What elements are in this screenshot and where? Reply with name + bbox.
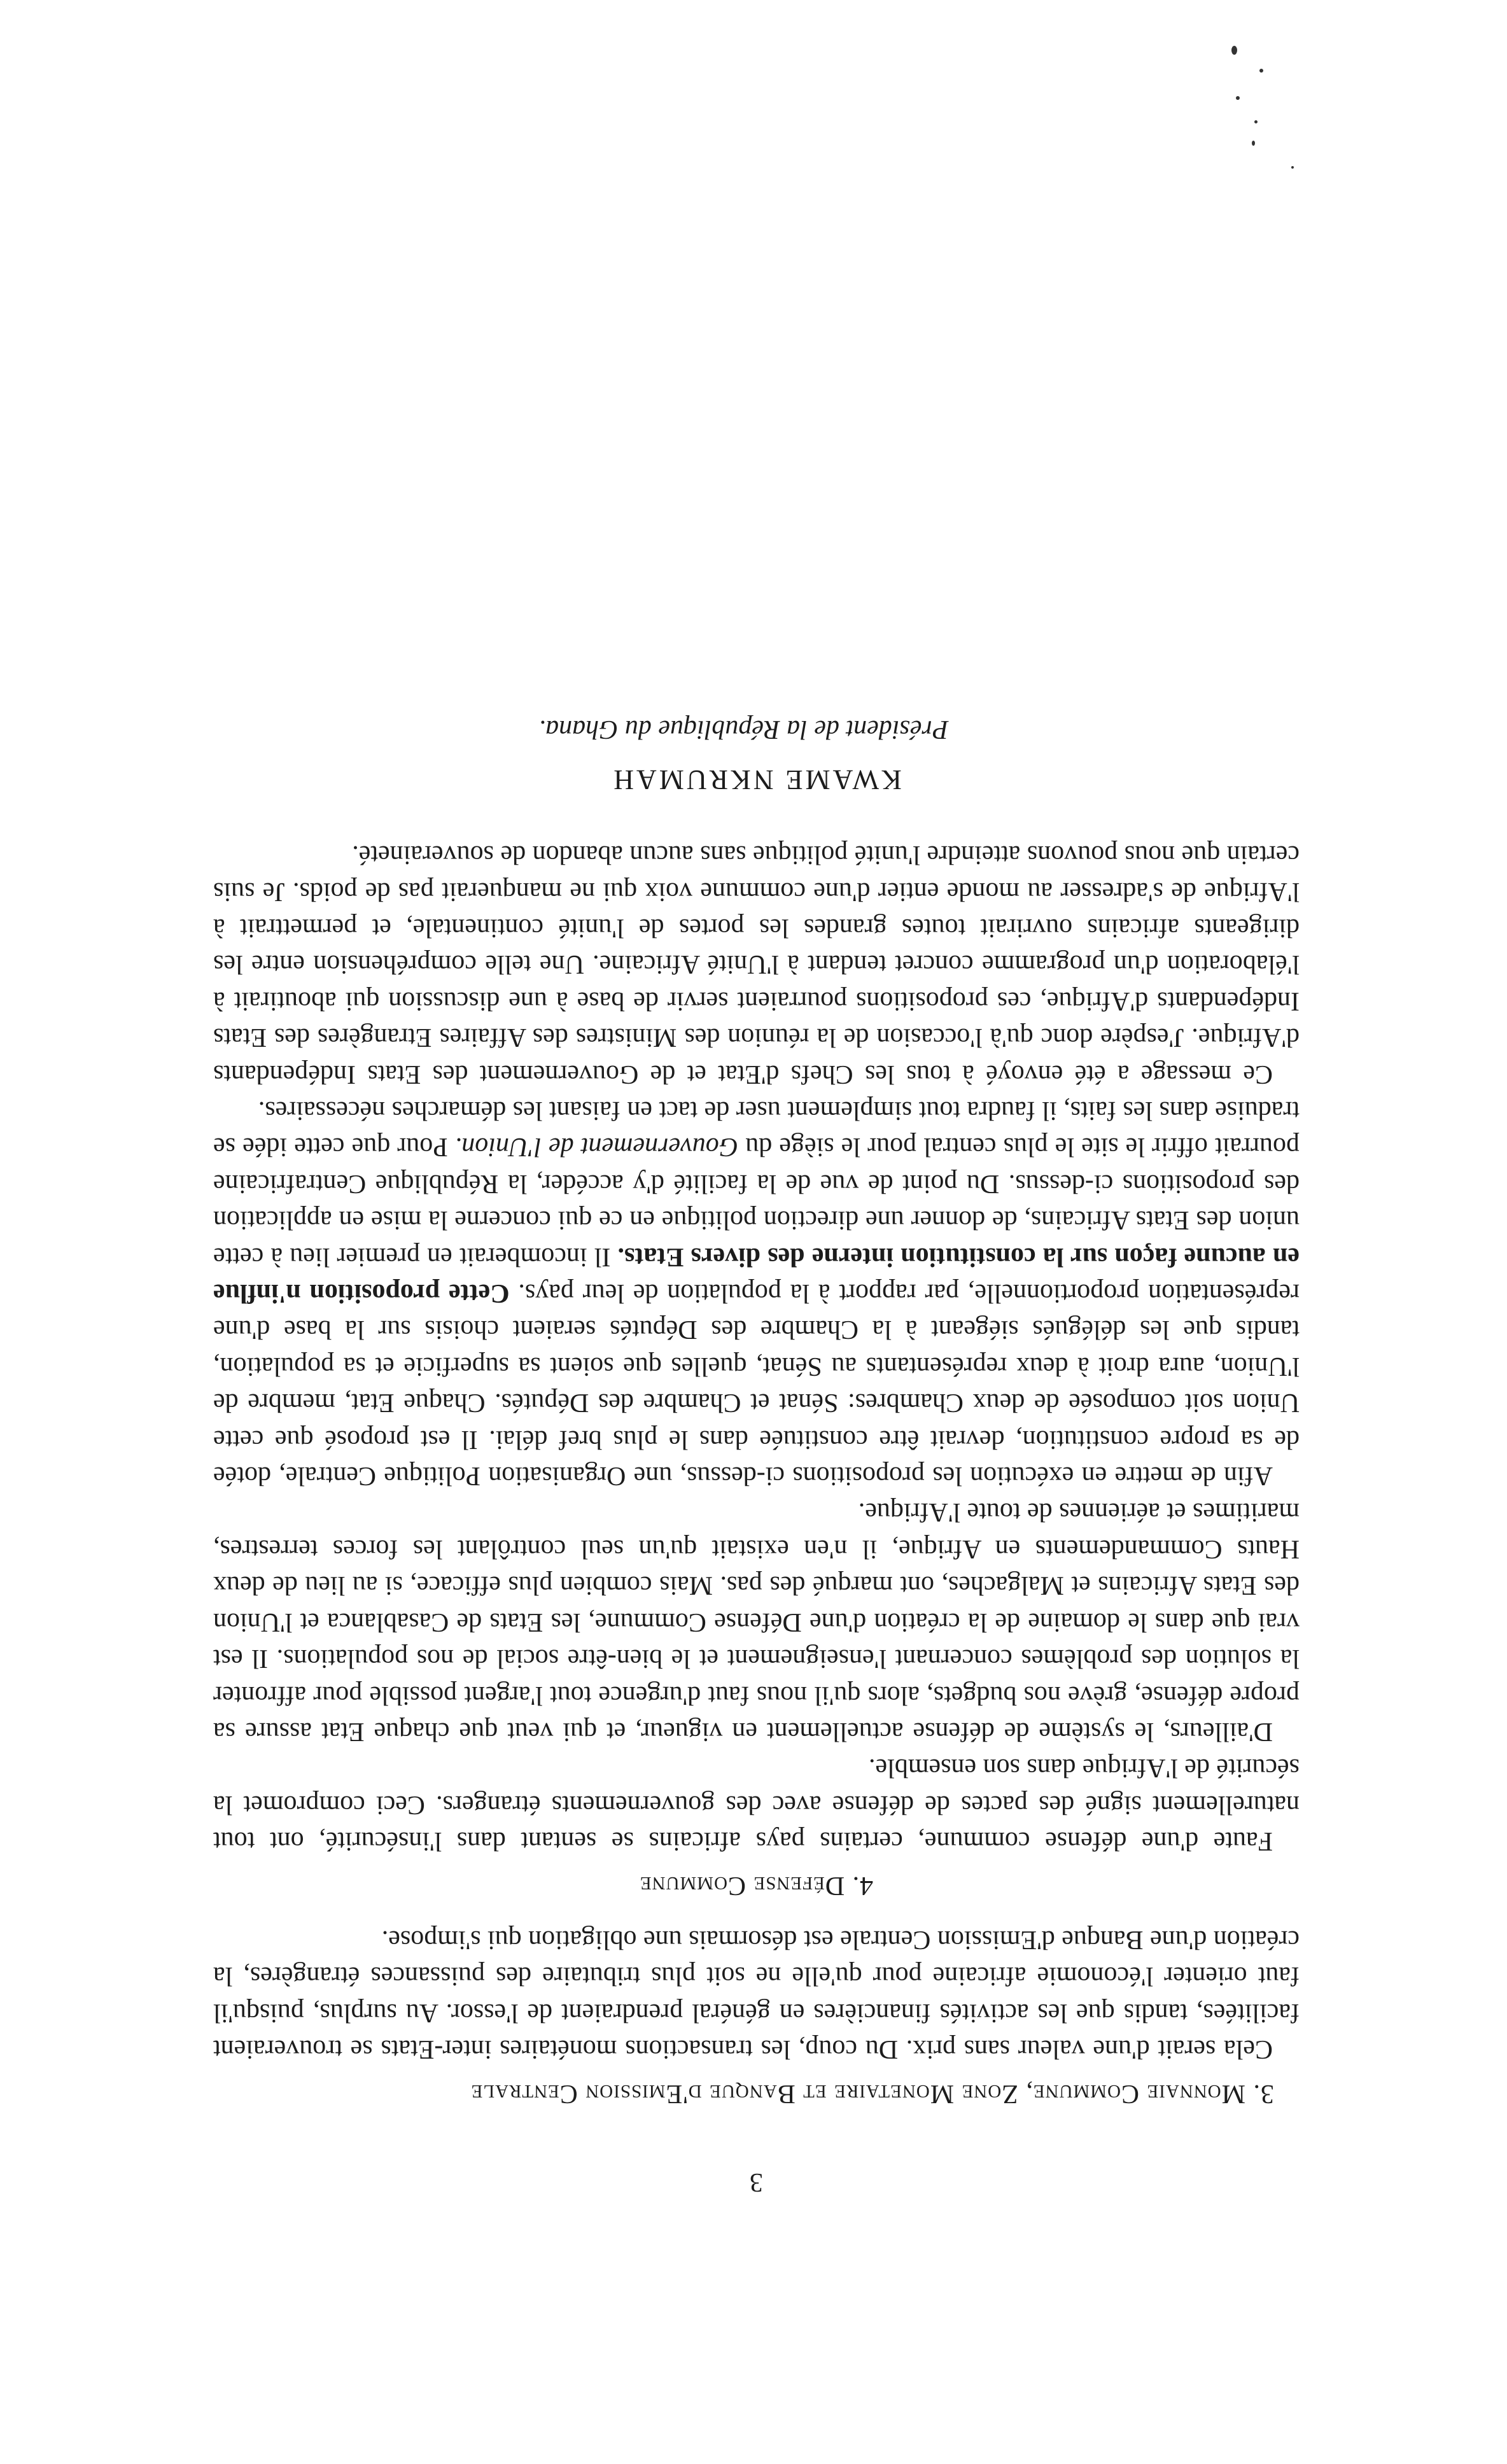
scan-speck	[1252, 141, 1255, 146]
signature-name: KWAME NKRUMAH	[611, 764, 902, 795]
paragraph: Faute d'une défense commune, certains pays africains se sentant dans l'insécurité, ont tout naturellement signé des pactes de défense avec des gouvernements étrangers. Ceci compromet la sécurité de l'Afrique dans son ensemble.	[213, 1753, 1300, 1856]
paragraph: Cela serait d'une valeur sans prix. Du coup, les transactions monétaires inter-Etats se trouveraient facilitées, tandis que les activités financières en général prendraient de l'essor. Au surplus, puisqu'il faut orienter l'économie africaine pour qu'elle ne soit plus tributaire des puissances étrangères, la création d'une Banque d'Emission Centrale est désormais une obligation qui s'impose.	[213, 1924, 1300, 2064]
scan-speck	[1259, 69, 1263, 73]
paragraph-text: Afin de mettre en exécution les propositions ci-dessus, une Organisation Politique Centrale, dotée de sa propre constitution, devrait être constituée dans le plus bref délai. Il est proposé que cette Union soit composée de deux Chambres: Sénat et Chambre des Députés. Chaque Etat, membre de l'Union, aura droit à deux représentants au Sénat, quelles que soient sa superficie et sa population, tandis que les délégués siégeant à la Chambre des Députés seraient choisis sur la base d'une représentation proportionnelle, par rapport à la population de leur pays.	[213, 1278, 1300, 1491]
scan-speck	[1231, 46, 1237, 55]
paragraph-organisation	[213, 1092, 1300, 1494]
italic-term: Gouvernement de l'Union.	[454, 1132, 739, 1162]
bold-statement: Cette proposition n'influe en aucune façon sur la constitution interne des divers Etats.	[213, 1242, 1300, 1308]
paragraph: D'ailleurs, le système de défense actuellement en vigueur, et qui veut que chaque Etat assure sa propre défense, grève nos budgets, alors qu'il nous faut d'urgence tout l'argent possible pour affronter la solution des problèmes concernant l'enseignement et le bien-être social de nos populations. Il est vrai que dans le domaine de la création d'une Défense Commune, les Etats de Casablanca et l'Union des Etats Africains et Malgaches, ont marqué des pas. Mais combien plus efficace, si au lieu de deux Hauts Commandements en Afrique, il n'en existait qu'un seul contrôlant les forces terrestres, maritimes et aériennes de toute l'Afrique.	[213, 1497, 1300, 1746]
page-number: 3	[750, 2167, 763, 2197]
scan-speck	[1291, 166, 1294, 169]
signature-block	[213, 711, 1300, 798]
section-heading-defense: 4. Défense Commune	[639, 1870, 874, 1900]
paragraph-text: Pour que cette idée se traduise dans les faits, il faudra tout simplement user de tact en faisant les démarches nécessaires.	[213, 1096, 1300, 1162]
document-body	[213, 711, 1300, 2200]
paragraph-text: Il incomberait en premier lieu à cette union des Etats Africains, de donner une direction politique en ce qui concerne la mise en application des propositions ci-dessus. Du point de vue de la facilité d'y accéder, la République Centrafricaine pourrait offrir le site le plus central pour le siège du	[213, 1132, 1300, 1271]
scan-speck	[1236, 96, 1240, 100]
section-heading-monnaie: 3. Monnaie Commune, Zone Monetaire et Banque d'Emission Centrale	[470, 2078, 1274, 2108]
signature-title: Président de la République du Ghana.	[538, 715, 949, 745]
paragraph: Ce message a été envoyé à tous les Chefs d'Etat et de Gouvernement des Etats Indépendants d'Afrique. J'espère donc qu'à l'occasion de la réunion des Ministres des Affaires Etrangères des Etats Indépendants d'Afrique, ces propositions pourraient servir de base à une discussion qui aboutirait à l'élaboration d'un programme concret tendant à l'Unité Africaine. Une telle compréhension entre les dirigeants africains ouvrirait toutes grandes les portes de l'unité continentale, et permettrait à l'Afrique de s'adresser au monde entier d'une commune voix qui ne manquerait pas de poids. Je suis certain que nous pouvons atteindre l'unité politique sans aucun abandon de souveraineté.	[213, 840, 1300, 1089]
scan-speck	[1254, 120, 1258, 123]
